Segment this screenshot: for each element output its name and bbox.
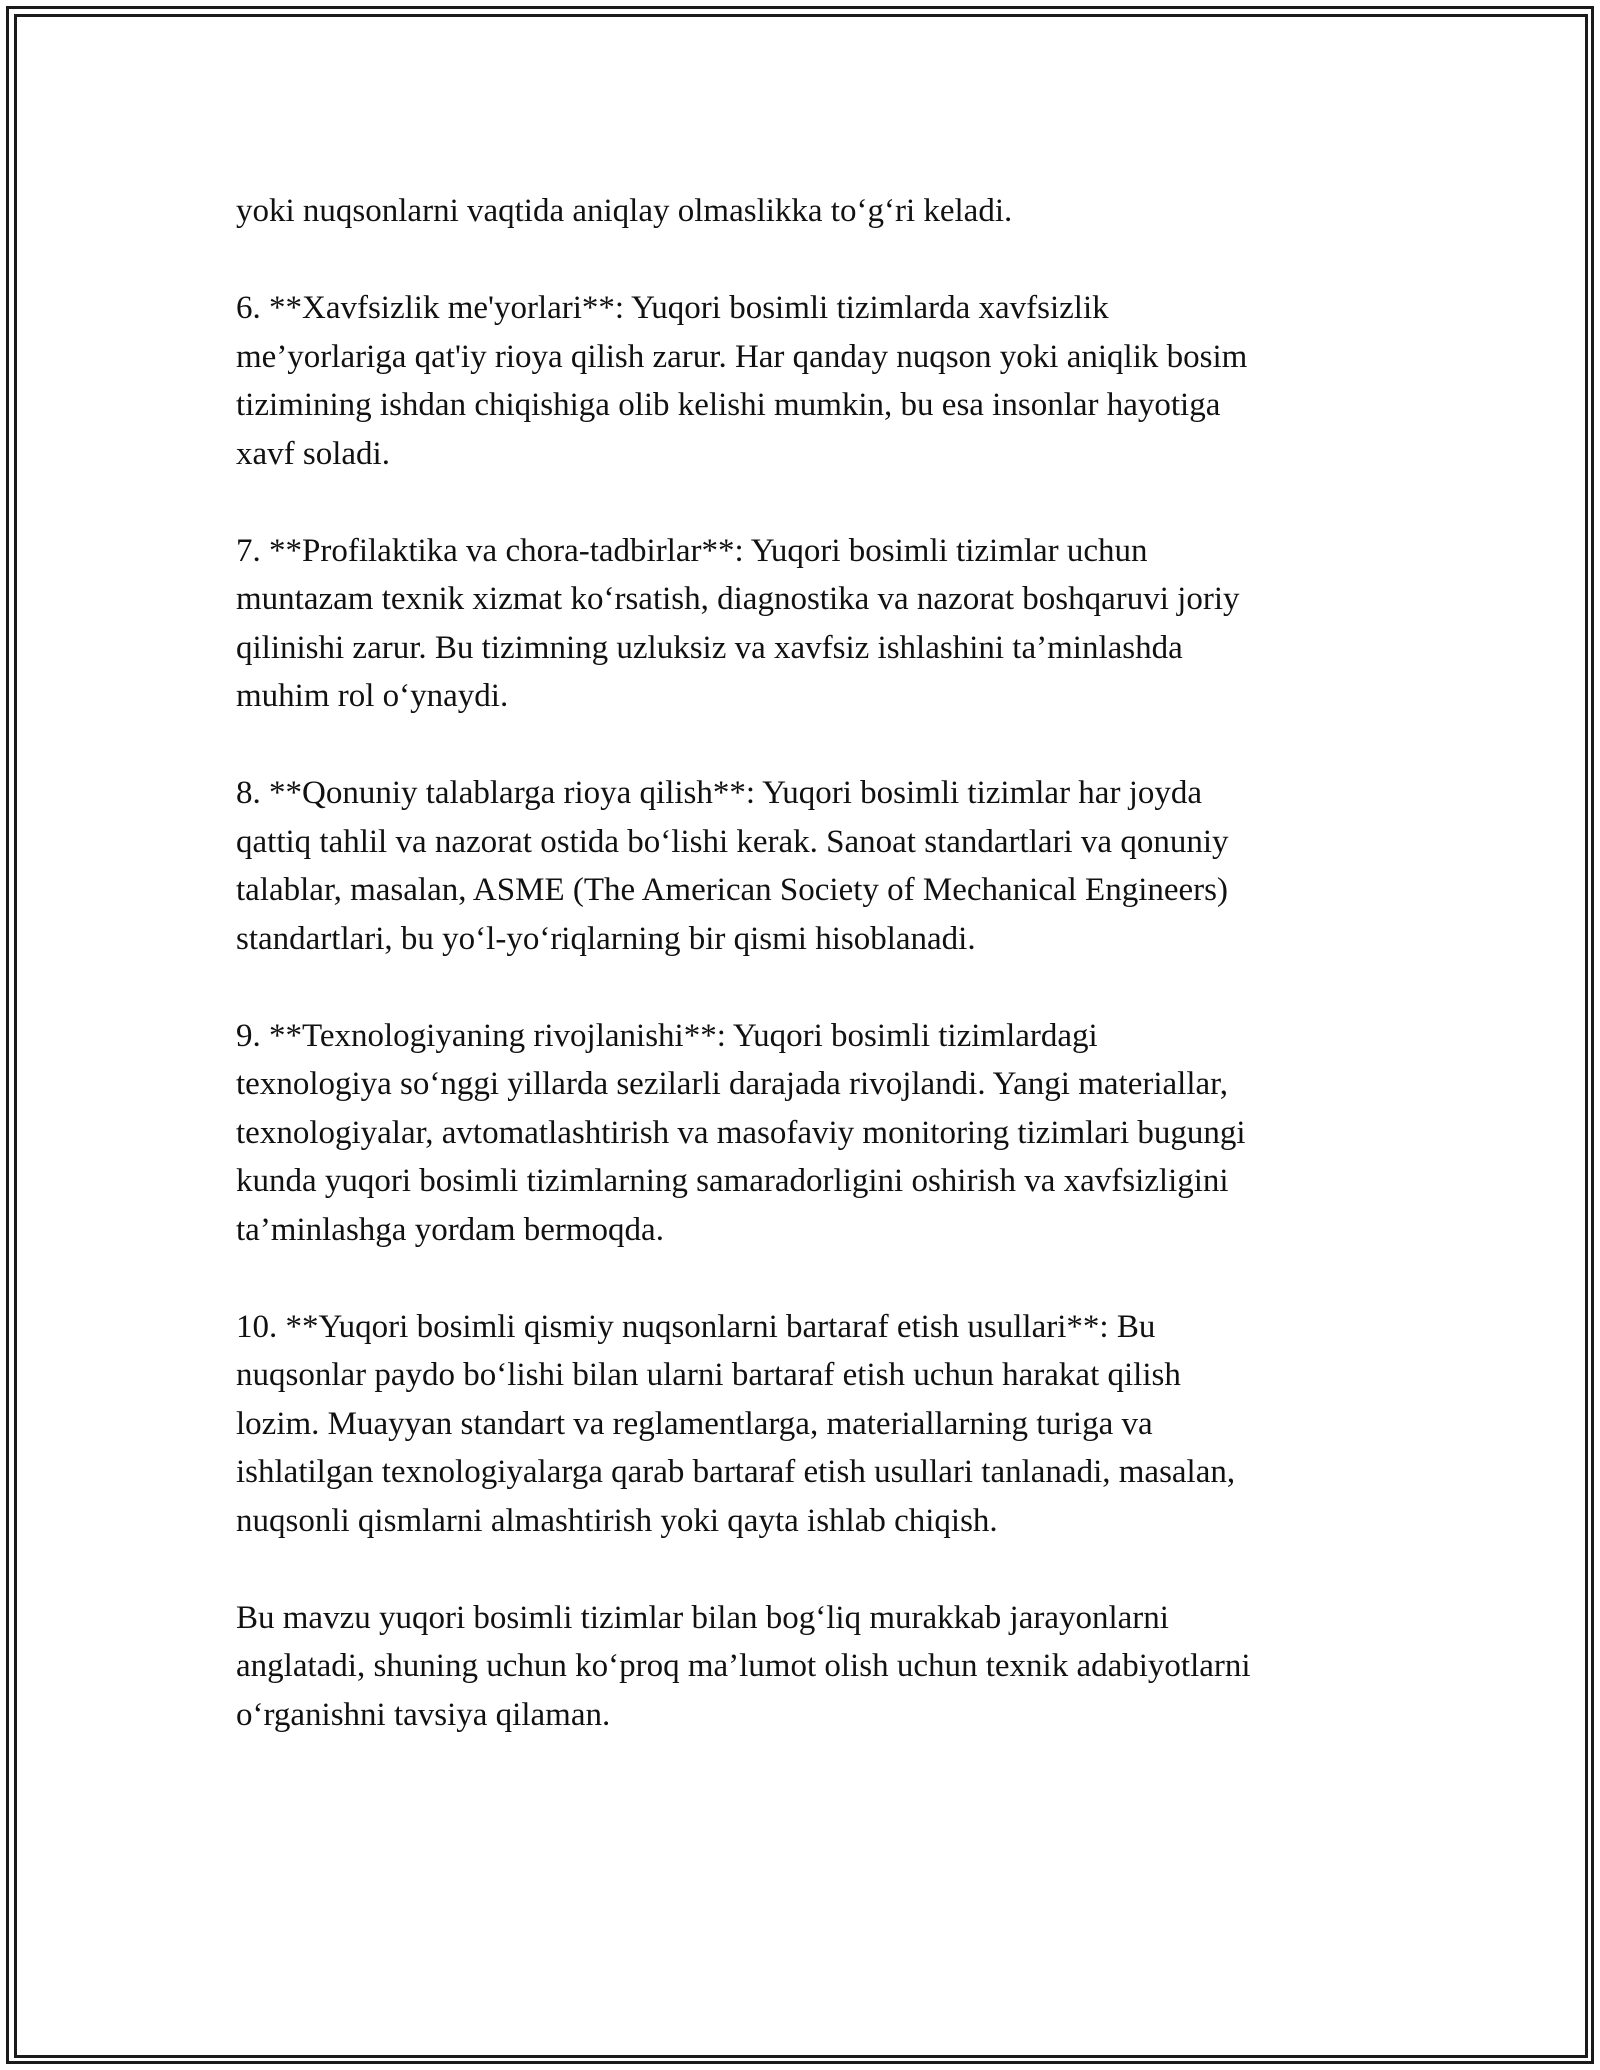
text-line: o‘rganishni tavsiya qilaman. — [236, 1696, 611, 1733]
text-line: texnologiyalar, avtomatlashtirish va masofaviy monitoring tizimlari bugungi — [236, 1114, 1246, 1151]
text-line: Bu mavzu yuqori bosimli tizimlar bilan bog‘liq murakkab jarayonlarni — [236, 1599, 1169, 1636]
text-line: anglatadi, shuning uchun ko‘proq ma’lumot olish uchun texnik adabiyotlarni — [236, 1648, 1251, 1684]
paragraph-item-9 — [236, 1012, 1376, 1255]
paragraph-conclusion — [236, 1594, 1376, 1740]
text-line: qilinishi zarur. Bu tizimning uzluksiz va xavfsiz ishlashini ta’minlashda — [236, 629, 1183, 666]
text-line: kunda yuqori bosimli tizimlarning samaradorligini oshirish va xavfsizligini — [236, 1163, 1229, 1199]
paragraph-item-7 — [236, 527, 1376, 721]
text-line: lozim. Muayyan standart va reglamentlarga, materiallarning turiga va — [236, 1405, 1153, 1442]
paragraph-continuation — [236, 187, 1376, 236]
text-line: 10. **Yuqori bosimli qismiy nuqsonlarni bartaraf etish usullari**: Bu — [236, 1308, 1156, 1345]
text-line: nuqsonli qismlarni almashtirish yoki qayta ishlab chiqish. — [236, 1502, 998, 1539]
text-line: ta’minlashga yordam bermoqda. — [236, 1211, 664, 1248]
text-line: muntazam texnik xizmat ko‘rsatish, diagnostika va nazorat boshqaruvi joriy — [236, 581, 1240, 617]
text-line: 8. **Qonuniy talablarga rioya qilish**: Yuqori bosimli tizimlar har joyda — [236, 775, 1203, 811]
text-line: me’yorlariga qat'iy rioya qilish zarur. Har qanday nuqson yoki aniqlik bosim — [236, 338, 1248, 375]
text-line: 6. **Xavfsizlik me'yorlari**: Yuqori bosimli tizimlarda xavfsizlik — [236, 290, 1109, 326]
text-line: xavf soladi. — [236, 435, 390, 472]
text-line: standartlari, bu yo‘l-yo‘riqlarning bir qismi hisoblanadi. — [236, 920, 976, 957]
text-line: yoki nuqsonlarni vaqtida aniqlay olmaslikka to‘g‘ri keladi. — [236, 193, 1013, 229]
text-line: tizimining ishdan chiqishiga olib kelishi mumkin, bu esa insonlar hayotiga — [236, 387, 1221, 423]
text-line: 7. **Profilaktika va chora-tadbirlar**: Yuqori bosimli tizimlar uchun — [236, 532, 1148, 569]
document-body — [236, 187, 1376, 1739]
text-line: talablar, masalan, ASME (The American Society of Mechanical Engineers) — [236, 872, 1228, 908]
paragraph-item-8 — [236, 769, 1376, 963]
text-line: texnologiya so‘nggi yillarda sezilarli darajada rivojlandi. Yangi materiallar, — [236, 1066, 1229, 1102]
text-line: muhim rol o‘ynaydi. — [236, 678, 509, 714]
text-line: 9. **Texnologiyaning rivojlanishi**: Yuqori bosimli tizimlardagi — [236, 1017, 1098, 1054]
text-line: nuqsonlar paydo bo‘lishi bilan ularni bartaraf etish uchun harakat qilish — [236, 1357, 1181, 1393]
text-line: qattiq tahlil va nazorat ostida bo‘lishi kerak. Sanoat standartlari va qonuniy — [236, 823, 1229, 860]
text-line: ishlatilgan texnologiyalarga qarab bartaraf etish usullari tanlanadi, masalan, — [236, 1454, 1236, 1490]
paragraph-item-6 — [236, 284, 1376, 478]
paragraph-item-10 — [236, 1303, 1376, 1546]
